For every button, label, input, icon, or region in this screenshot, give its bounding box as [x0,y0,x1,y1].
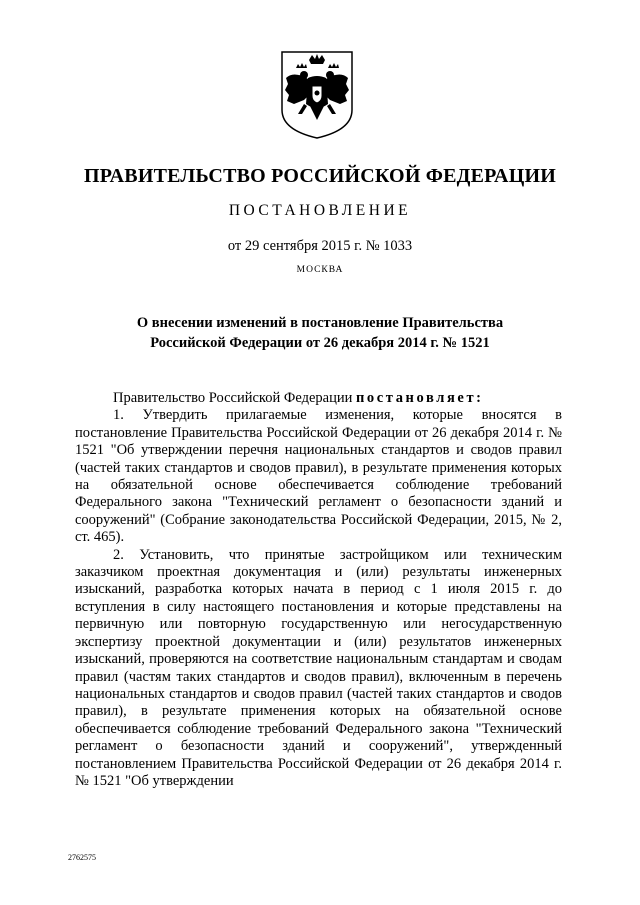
government-title: ПРАВИТЕЛЬСТВО РОССИЙСКОЙ ФЕДЕРАЦИИ [84,165,556,187]
subject-line-1: О внесении изменений в постановление Правительства [136,315,504,331]
preamble [75,390,562,407]
paragraph-2: 2. Установить, что принятые застройщиком или техническим заказчиком проектная документация и (или) результаты инженерных изысканий, разработка которых начата в период с 1 июля 2015 г. до вступления в силу настоящего постановления и которые представлены на первичную или повторную государственную или негосударственную экспертизу проектной документации и (или) результатов инженерных изысканий, проверяются на соответствие национальным стандартам и сводам правил (частям таких стандартов и сводов правил), включенным в перечень национальных стандартов и сводов правил (частей таких стандартов и сводов правил), в результате применения которых на обязательной основе обеспечивается соблюдение требований Федерального закона "Технический регламент о безопасности зданий и сооружений", утвержденный постановлением Правительства Российской Федерации от 26 декабря 2014 г. № 1521 "Об утверждении [75,546,562,789]
document-code: 2762575 [68,853,96,862]
subject-line-2: Российской Федерации от 26 декабря 2014 г. № 1521 [150,335,490,351]
document-date-number: от 29 сентября 2015 г. № 1033 [227,238,413,254]
decree-word: постановляет: [355,390,484,406]
document-city: МОСКВА [296,265,344,275]
document-subject [0,313,640,353]
preamble-text: Правительство Российской Федерации [113,390,356,406]
coat-of-arms [274,48,360,140]
document-type: ПОСТАНОВЛЕНИЕ [228,202,412,219]
document-body [75,390,562,790]
russian-coat-of-arms-icon [274,48,360,140]
paragraph-1: 1. Утвердить прилагаемые изменения, которые вносятся в постановление Правительства Российской Федерации от 26 декабря 2014 г. № 1521 "Об утверждении перечня национальных стандартов и сводов правил (частей таких стандартов и сводов правил), в результате применения которых на обязательной основе обеспечивается соблюдение требований Федерального закона "Технический регламент о безопасности зданий и сооружений" (Собрание законодательства Российской Федерации, 2015, № 2, ст. 465). [75,407,562,546]
